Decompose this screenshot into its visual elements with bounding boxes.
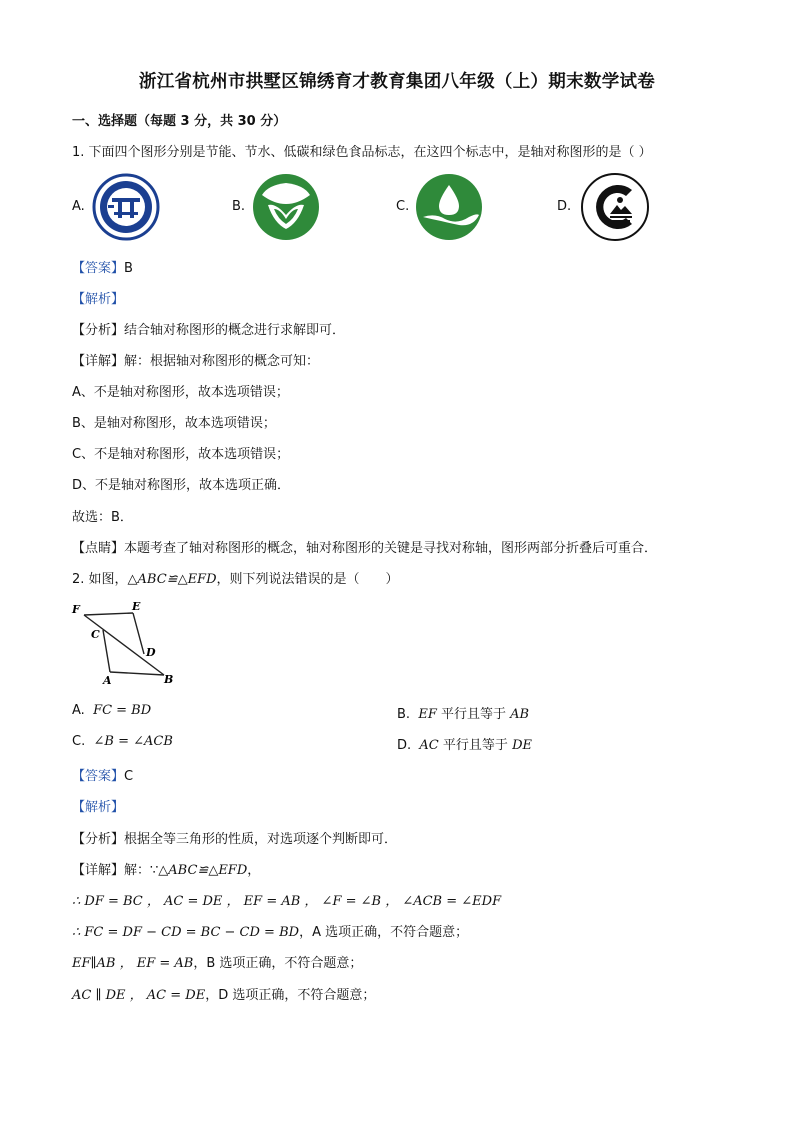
q2-fenxi-text: 根据全等三角形的性质，对选项逐个判断即可． (124, 832, 398, 847)
q2-option-a-letter: A. (72, 703, 85, 718)
q2-option-d-math: AC (419, 738, 439, 753)
q2-xiangjie-prefix: 解：∵ (124, 863, 159, 878)
q2-stem-prefix: 2. 如图， (72, 572, 128, 587)
q2-option-b-letter: B. (397, 707, 411, 722)
q2-analysis-tag: 【解析】 (72, 800, 125, 815)
xiangjie-tag: 【详解】 (72, 354, 125, 369)
segment-ca (103, 630, 110, 672)
q2-option-d (397, 734, 532, 753)
q1-xiangjie-text: 解：根据轴对称图形的概念可知： (124, 354, 320, 369)
q2-option-d-math2: DE (512, 738, 532, 753)
q1-line-b: B、是轴对称图形，故本选项错误； (72, 416, 276, 431)
q2-step-3-math: EF∥AB ， EF = AB (72, 956, 194, 971)
q1-fenxi (72, 319, 345, 338)
q1-analysis-tag: 【解析】 (72, 292, 125, 307)
label-c: C (91, 628, 100, 641)
q2-option-b (397, 703, 529, 722)
q2-step-2-text: ，A 选项正确，不符合题意； (299, 925, 469, 940)
label-f: F (72, 603, 80, 616)
green-food-logo-icon (580, 172, 650, 242)
q1-line-c: C、不是轴对称图形，故本选项错误； (72, 447, 290, 462)
q2-step-2-math: ∴ FC = DF − CD = BC − CD = BD (72, 925, 300, 940)
q2-stem-suffix: ，则下列说法错误的是（ ） (216, 572, 399, 587)
q2-option-d-letter: D. (397, 738, 412, 753)
low-carbon-logo-icon (415, 173, 483, 241)
q1-line-d: D、不是轴对称图形，故本选项正确． (72, 478, 291, 493)
q2-step-4-math: AC ∥ DE ， AC = DE (72, 988, 206, 1003)
dianjing-tag: 【点睛】 (72, 541, 125, 556)
q2-option-c-math: ∠B = ∠ACB (93, 734, 173, 749)
q2-step-3 (72, 952, 362, 971)
fenxi-tag: 【分析】 (72, 832, 125, 847)
q1-dianjing (72, 537, 657, 556)
q1-option-a-letter: A. (72, 199, 85, 214)
q1-answer (72, 257, 133, 276)
label-d: D (146, 646, 156, 659)
q1-stem: 1. 下面四个图形分别是节能、节水、低碳和绿色食品标志，在这四个标志中，是轴对称图形的是（ ） (72, 145, 652, 160)
q2-option-b-math2: AB (510, 707, 530, 722)
segment-fe (84, 613, 133, 615)
q1-answer-value: B (124, 261, 133, 276)
label-e: E (132, 600, 141, 613)
q2-step-2 (72, 921, 468, 940)
q2-option-b-text: 平行且等于 (440, 707, 506, 722)
q1-dianjing-text: 本题考查了轴对称图形的概念，轴对称图形的关键是寻找对称轴，图形两部分折叠后可重合． (124, 541, 658, 556)
q2-geometry-figure (70, 598, 180, 690)
segment-fb (84, 615, 164, 675)
q2-step-4 (72, 984, 375, 1003)
q1-fenxi-text: 结合轴对称图形的概念进行求解即可． (124, 323, 346, 338)
q2-option-c (72, 734, 173, 749)
q2-answer-value: C (124, 769, 134, 784)
q2-option-b-math: EF (418, 707, 437, 722)
q2-xiangjie-suffix: ， (247, 863, 261, 878)
q2-option-a-math: FC = BD (93, 703, 152, 718)
q2-stem-math: △ABC≌△EFD (127, 572, 217, 587)
document-title: 浙江省杭州市拱墅区锦绣育才教育集团八年级（上）期末数学试卷 (138, 72, 656, 92)
segment-ab (110, 672, 164, 675)
q2-xiangjie-math: △ABC≌△EFD (158, 863, 248, 878)
xiangjie-tag: 【详解】 (72, 863, 125, 878)
q2-option-d-text: 平行且等于 (442, 738, 508, 753)
q2-stem (72, 568, 399, 587)
label-b: B (164, 673, 174, 686)
answer-tag: 【答案】 (72, 769, 125, 784)
q1-option-d-letter: D. (557, 199, 572, 214)
q2-option-a (72, 703, 151, 718)
q2-option-c-letter: C. (72, 734, 86, 749)
section-heading: 一、选择题（每题 3 分，共 30 分） (72, 114, 287, 129)
q1-xiangjie (72, 350, 319, 369)
q2-step-1: ∴ DF = BC ， AC = DE ， EF = AB ， ∠F = ∠B ， ∠ACB = ∠EDF (72, 894, 502, 909)
q2-answer (72, 765, 133, 784)
segment-ed (133, 613, 144, 654)
answer-tag: 【答案】 (72, 261, 125, 276)
q1-choose: 故选：B． (72, 510, 133, 525)
fenxi-tag: 【分析】 (72, 323, 125, 338)
q2-step-4-text: ，D 选项正确，不符合题意； (205, 988, 376, 1003)
q2-step-3-text: ，B 选项正确，不符合题意； (193, 956, 363, 971)
energy-saving-logo-icon (92, 173, 160, 241)
q1-line-a: A、不是轴对称图形，故本选项错误； (72, 385, 289, 400)
q1-option-b-letter: B. (232, 199, 246, 214)
label-a: A (103, 674, 112, 687)
q2-xiangjie (72, 859, 260, 878)
water-saving-logo-icon (252, 173, 320, 241)
q1-option-c-letter: C. (396, 199, 410, 214)
q2-fenxi (72, 828, 397, 847)
